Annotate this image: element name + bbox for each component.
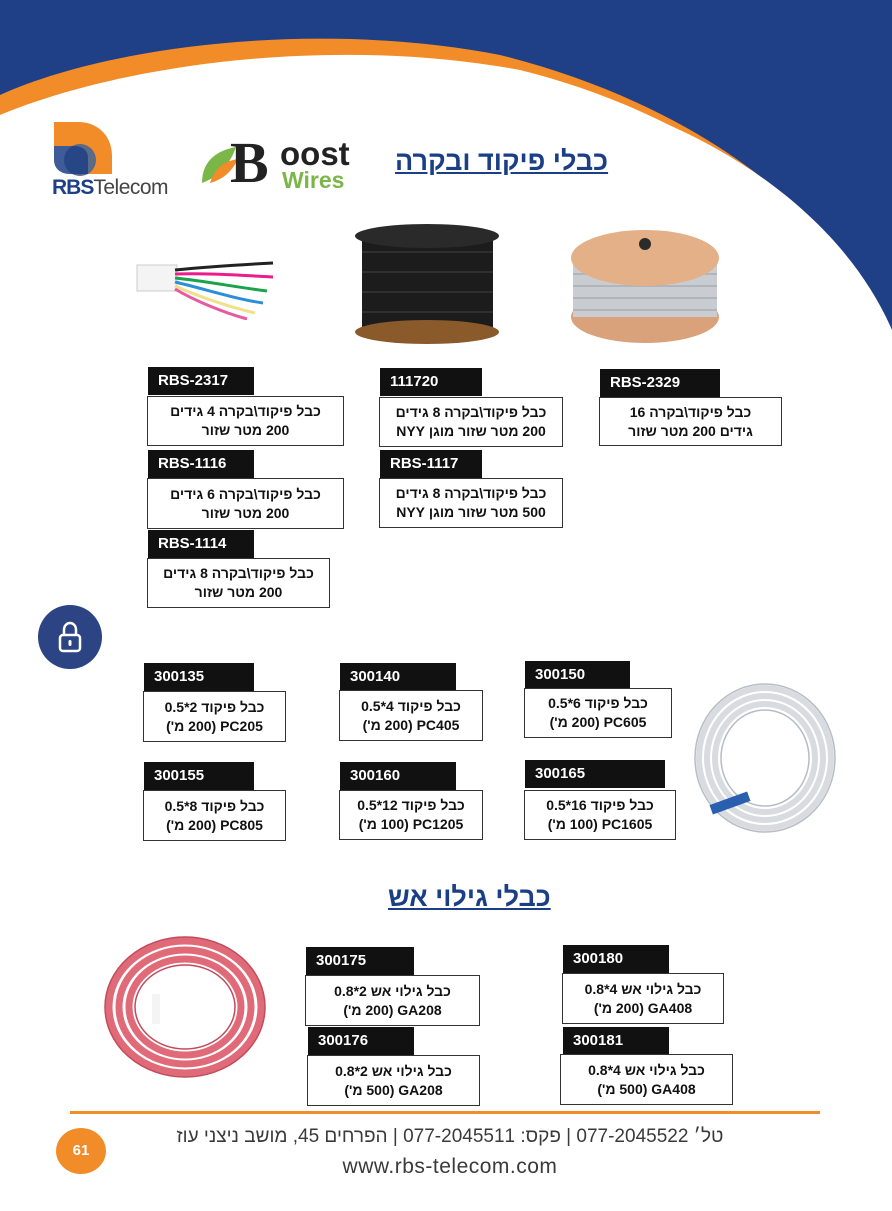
white-cable-coil-image (690, 680, 840, 835)
product-code: RBS-1117 (380, 450, 482, 478)
rbs-globe-icon (50, 118, 120, 178)
description-line: PC205 (200 מ') (166, 717, 263, 734)
description-line: PC605 (200 מ') (549, 714, 647, 730)
product-description (379, 397, 563, 447)
product-description (147, 478, 344, 529)
product-description (147, 396, 344, 446)
wires-text: Wires (282, 167, 345, 193)
product-description (143, 790, 286, 841)
boost-wires-logo (200, 130, 360, 195)
multicolor-cable-image (135, 245, 275, 320)
page-number-badge: 61 (56, 1128, 106, 1174)
description-line: גידים 200 מטר שזור (628, 422, 753, 439)
product-description (339, 690, 483, 741)
description-line: GA408 (200 מ') (593, 999, 693, 1016)
product-description (339, 790, 483, 840)
product-description (524, 688, 672, 738)
product-code: 300175 (306, 947, 414, 975)
product-code: RBS-1116 (148, 450, 254, 478)
description-line: PC1205 (100 מ') (358, 816, 464, 832)
description-line: כבל גילוי אש 4*0.8 (588, 1061, 705, 1078)
description-line: 200 מטר שזור (201, 504, 290, 521)
description-line: כבל פיקוד\בקרה 8 גידים (395, 404, 547, 420)
description-line: 200 מטר שזור (194, 584, 283, 600)
description-line: GA408 (500 מ') (597, 1080, 696, 1097)
red-cable-coil-image (100, 932, 270, 1082)
footer-divider (70, 1111, 820, 1114)
fire-cables-title: כבלי גילוי אש (388, 882, 551, 912)
product-description (305, 975, 480, 1026)
product-description (560, 1054, 733, 1105)
rbs-telecom-logo (50, 118, 185, 203)
product-code: 111720 (380, 368, 482, 396)
description-line: PC805 (200 מ') (166, 816, 263, 833)
product-code: 300160 (340, 762, 456, 790)
description-line: כבל פיקוד\בקרה 6 גידים (170, 485, 321, 502)
description-line: כבל פיקוד 12*0.5 (357, 797, 465, 813)
control-cables-title: כבלי פיקוד ובקרה (395, 146, 609, 176)
description-line: PC1605 (100 מ') (547, 816, 653, 832)
product-code: 300181 (563, 1027, 669, 1055)
product-code: 300150 (525, 661, 630, 689)
gray-cable-spool-image (565, 222, 725, 347)
description-line: כבל פיקוד 2*0.5 (164, 698, 265, 715)
product-code: RBS-2329 (600, 369, 720, 397)
rbs-logo-text: RBS (52, 176, 94, 199)
description-line: כבל פיקוד 8*0.5 (164, 797, 265, 814)
product-code: RBS-2317 (148, 367, 254, 395)
description-line: כבל פיקוד\בקרה 4 גידים (170, 403, 321, 419)
product-description (562, 973, 724, 1024)
lock-icon (58, 621, 82, 653)
description-line: 200 מטר שזור (201, 422, 290, 438)
description-line: כבל גילוי אש 4*0.8 (584, 980, 702, 997)
product-description (599, 397, 782, 446)
product-code: RBS-1114 (148, 530, 254, 558)
description-line: כבל פיקוד\בקרה 8 גידים (163, 565, 314, 581)
product-description (147, 558, 330, 608)
product-code: 300180 (563, 945, 669, 973)
description-line: GA208 (200 מ') (343, 1001, 442, 1018)
product-description (307, 1055, 480, 1106)
product-description (143, 691, 286, 742)
boost-text: oost (280, 135, 350, 172)
description-line: PC405 (200 מ') (362, 716, 460, 733)
description-line: כבל פיקוד 6*0.5 (548, 695, 648, 711)
description-line: 200 מטר שזור מוגן NYY (396, 423, 546, 439)
lock-button[interactable] (38, 605, 102, 669)
product-code: 300155 (144, 762, 254, 790)
product-code: 300135 (144, 663, 254, 691)
boost-b-letter: B (230, 130, 269, 195)
black-cable-spool-image (350, 222, 505, 347)
description-line: כבל פיקוד 4*0.5 (361, 697, 461, 714)
product-code: 300165 (525, 760, 665, 788)
footer-contact-info: טל׳ 077-2045522 | פקס: 077-2045511 | הפרחים 45, מושב ניצני עוז (176, 1126, 724, 1147)
product-code: 300140 (340, 663, 456, 691)
footer-website-link[interactable]: www.rbs-telecom.com (342, 1155, 558, 1178)
description-line: כבל גילוי אש 2*0.8 (335, 1062, 452, 1079)
description-line: כבל פיקוד\בקרה 16 (629, 403, 752, 420)
product-description (379, 478, 563, 528)
description-line: כבל פיקוד 16*0.5 (546, 797, 654, 813)
product-description (524, 790, 676, 840)
description-line: כבל פיקוד\בקרה 8 גידים (395, 485, 547, 501)
telecom-logo-text: Telecom (93, 176, 169, 199)
description-line: כבל גילוי אש 2*0.8 (334, 982, 451, 999)
product-code: 300176 (308, 1027, 414, 1055)
description-line: 500 מטר שזור מוגן NYY (396, 504, 546, 520)
description-line: GA208 (500 מ') (344, 1081, 443, 1098)
